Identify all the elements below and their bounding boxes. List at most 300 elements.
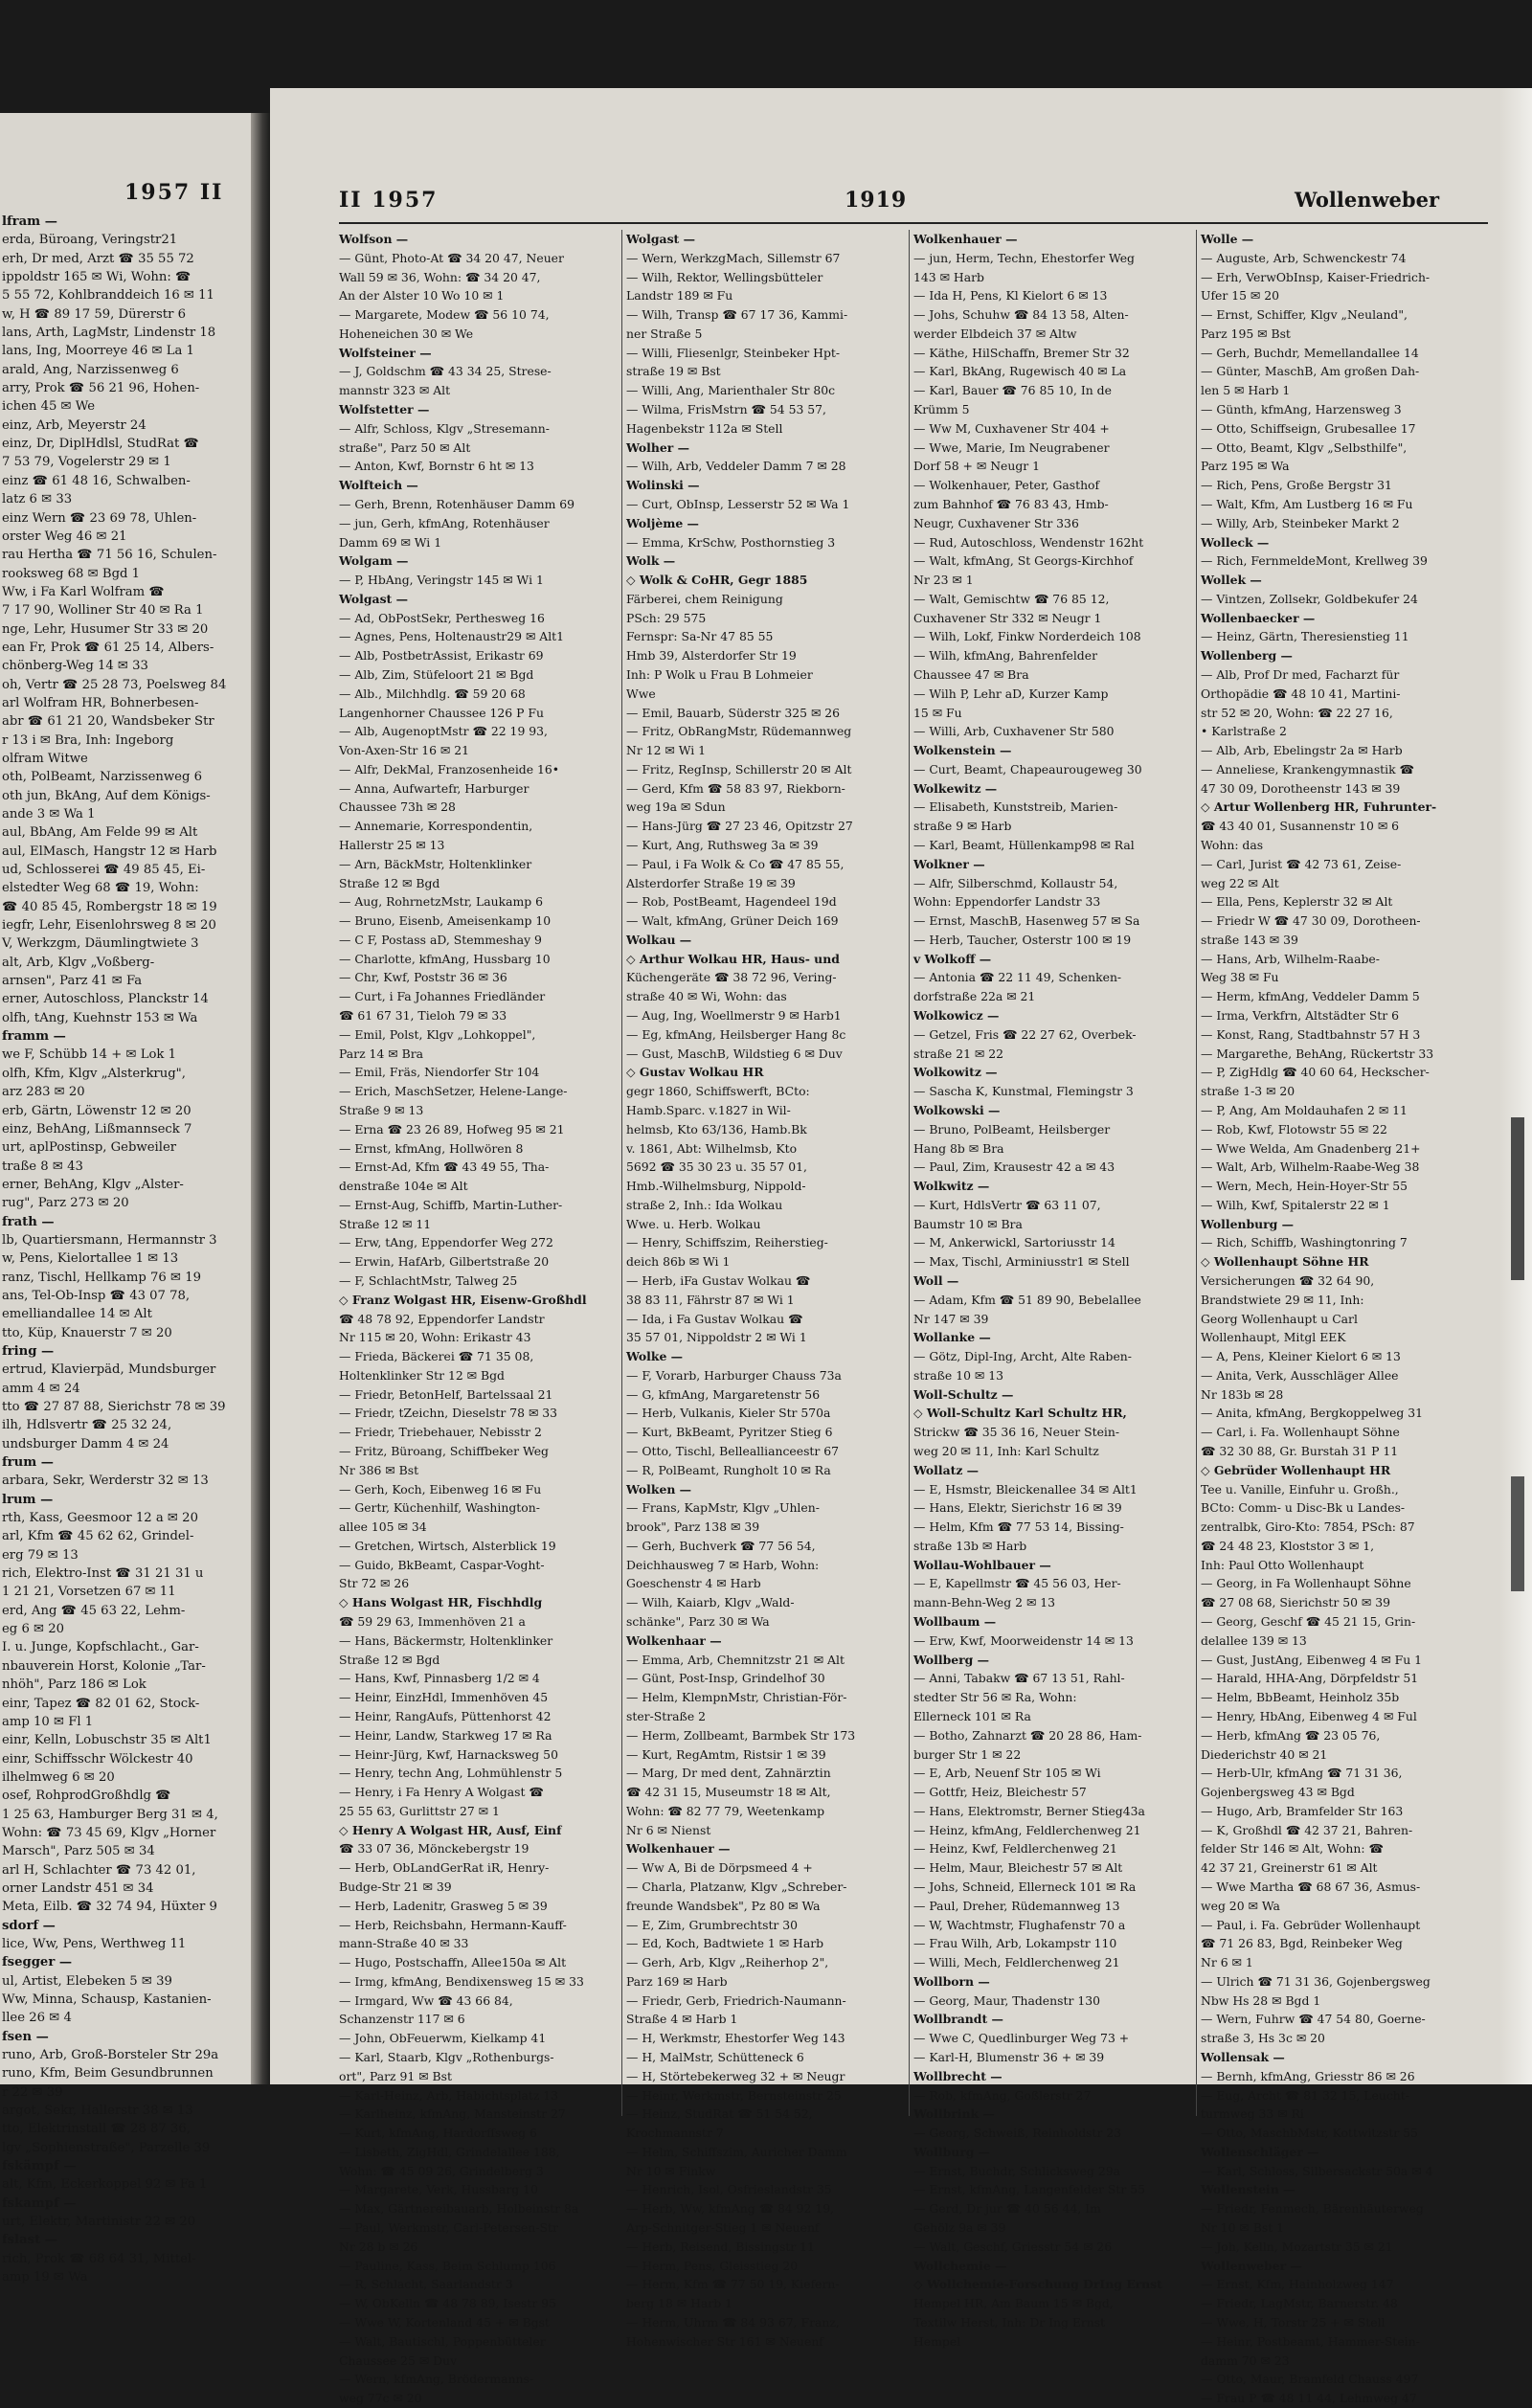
- directory-entry-line: ande 3 ✉ Wa 1: [2, 807, 96, 821]
- directory-entry-line: freunde Wandsbek", Pz 80 ✉ Wa: [626, 1898, 821, 1913]
- directory-entry-line: erner, BehAng, Klgv „Alster-: [2, 1177, 184, 1192]
- directory-entry-line: — Erh, VerwObInsp, Kaiser-Friedrich-: [1201, 269, 1431, 284]
- directory-entry-line: — Helm, Maur, Bleichestr 57 ✉ Alt: [913, 1860, 1123, 1876]
- directory-entry-line: mannstr 323 ✉ Alt: [339, 383, 451, 398]
- directory-entry-line: Wollborn —: [913, 1973, 990, 1989]
- directory-entry-line: — Frau Wilh, Arb, Lokampstr 110: [913, 1936, 1117, 1951]
- directory-entry-line: llee 26 ✉ 4: [2, 2011, 72, 2026]
- directory-entry-line: — Carl, i. Fa. Wollenhaupt Söhne: [1201, 1425, 1400, 1440]
- running-header-catchword: Wollenweber: [1295, 188, 1440, 212]
- directory-entry-line: — Erich, MaschSetzer, Helene-Lange-: [339, 1084, 568, 1099]
- directory-entry-line: — Wwe, H, Torstr 25 + ✉ Stell: [1201, 2314, 1386, 2329]
- directory-entry-line: — Erw, Kwf, Moorweidenstr 14 ✉ 13: [913, 1632, 1134, 1648]
- directory-entry-line: Wollbrandt —: [913, 2012, 1003, 2027]
- directory-entry-line: straße 3, Hs 3c ✉ 20: [1201, 2031, 1325, 2046]
- directory-entry-line: Nr 28 b ✉ 26: [339, 2239, 418, 2254]
- directory-entry-line: len 5 ✉ Harb 1: [1201, 383, 1291, 398]
- directory-entry-line: Fernspr: Sa-Nr 47 85 55: [626, 629, 774, 644]
- directory-entry-line: — Margarete, Modew ☎ 56 10 74,: [339, 307, 550, 323]
- directory-entry-line: Hempel: [913, 2333, 961, 2349]
- directory-entry-line: w, Pens, Kielortallee 1 ✉ 13: [2, 1251, 179, 1267]
- directory-entry-line: — Rich, Schiffb, Washingtonring 7: [1201, 1235, 1408, 1250]
- directory-entry-line: — Erna ☎ 23 26 89, Hofweg 95 ✉ 21: [339, 1121, 565, 1136]
- directory-entry-line: Meta, Eilb. ☎ 32 74 94, Hüxter 9: [2, 1900, 217, 1915]
- directory-entry-line: ort", Parz 91 ✉ Bst: [339, 2068, 452, 2083]
- directory-entry-line: — Fritz, RegInsp, Schillerstr 20 ✉ Alt: [626, 761, 852, 776]
- directory-entry-line: — Emil, Bauarb, Süderstr 325 ✉ 26: [626, 705, 841, 720]
- directory-entry-line: werder Elbdeich 37 ✉ Altw: [913, 326, 1077, 341]
- directory-entry-line: — Ernst, Schiffer, Klgv „Neuland",: [1201, 307, 1408, 323]
- book-gutter: [251, 113, 272, 2084]
- directory-entry-line: Wohn: ☎ 82 77 79, Weetenkamp: [626, 1803, 825, 1818]
- directory-entry-line: — Günt, Photo-At ☎ 34 20 47, Neuer: [339, 250, 564, 265]
- directory-entry-line: Parz 14 ✉ Bra: [339, 1046, 423, 1061]
- directory-entry-line: ◇ Arthur Wolkau HR, Haus- und: [626, 951, 840, 966]
- directory-entry-line: 47 30 09, Dorotheenstr 143 ✉ 39: [1201, 780, 1401, 796]
- directory-entry-line: ◇ Henry A Wolgast HR, Ausf, Einf: [339, 1822, 562, 1837]
- directory-entry-line: fsen —: [2, 2029, 49, 2044]
- directory-entry-line: — Gerd, Kfm ☎ 58 83 97, Riekborn-: [626, 780, 845, 796]
- directory-entry-line: erner, Autoschloss, Planckstr 14: [2, 992, 209, 1007]
- directory-entry-line: Baumstr 10 ✉ Bra: [913, 1216, 1023, 1231]
- directory-entry-line: Strickw ☎ 35 36 16, Neuer Stein-: [913, 1425, 1120, 1440]
- directory-entry-line: tto, Elektrinstall ☎ 28 87 36,: [2, 2122, 191, 2137]
- directory-entry-line: abr ☎ 61 21 20, Wandsbeker Str: [2, 714, 214, 730]
- directory-entry-line: ilhelmweg 6 ✉ 20: [2, 1769, 115, 1785]
- directory-entry-line: Wolkau —: [626, 932, 692, 947]
- directory-entry-line: 7 17 90, Wolliner Str 40 ✉ Ra 1: [2, 603, 204, 619]
- directory-entry-line: — Heinz, kfmAng, Feldlerchenweg 21: [913, 1822, 1141, 1837]
- directory-entry-line: — Alfr, Schloss, Klgv „Stresemann-: [339, 420, 550, 436]
- directory-entry-line: aul, ElMasch, Hangstr 12 ✉ Harb: [2, 844, 217, 859]
- directory-entry-line: rug", Parz 273 ✉ 20: [2, 1196, 129, 1211]
- directory-entry-line: Straße 9 ✉ 13: [339, 1102, 424, 1117]
- directory-entry-line: ans, Tel-Ob-Insp ☎ 43 07 78,: [2, 1288, 191, 1303]
- directory-entry-line: Chaussee 73h ✉ 28: [339, 799, 456, 815]
- directory-entry-line: Wollenburg —: [1201, 1216, 1295, 1231]
- directory-entry-line: Parz 169 ✉ Harb: [626, 1973, 728, 1989]
- directory-entry-line: alt, Kfm, Eckerkoppel 92 ✉ Fa 1: [2, 2177, 208, 2193]
- directory-entry-line: — Willi, Mech, Feldlerchenweg 21: [913, 1955, 1120, 1970]
- directory-entry-line: Wollenberg —: [1201, 648, 1293, 664]
- directory-entry-line: Wollenweber —: [1201, 2258, 1302, 2273]
- directory-entry-line: — Karl, Beamt, Hüllenkamp98 ✉ Ral: [913, 838, 1135, 852]
- directory-entry-line: — Rich, Pens, Große Bergstr 31: [1201, 478, 1392, 493]
- directory-entry-line: — Friedr, Fenmech, Bärenhäuterweg: [1201, 2201, 1424, 2217]
- directory-entry-line: rth, Kass, Geesmoor 12 a ✉ 20: [2, 1511, 198, 1526]
- directory-entry-line: Wolkner —: [913, 856, 985, 871]
- directory-entry-line: fskampf —: [2, 2195, 77, 2211]
- directory-entry-line: ean Fr, Prok ☎ 61 25 14, Albers-: [2, 640, 214, 655]
- directory-entry-line: — Hans-Jürg ☎ 27 23 46, Opitzstr 27: [626, 819, 853, 834]
- directory-entry-line: — Elisabeth, Kunststreib, Marien-: [913, 799, 1118, 815]
- directory-entry-line: — Friedr, tZeichn, Dieselstr 78 ✉ 33: [339, 1406, 558, 1421]
- directory-entry-line: — Gerh, Koch, Eibenweg 16 ✉ Fu: [339, 1481, 542, 1497]
- directory-entry-line: — Frau P ☎ 48 11 44, Lehmweg 47: [1201, 2391, 1417, 2406]
- directory-entry-line: tto, Küp, Knauerstr 7 ✉ 20: [2, 1325, 172, 1340]
- directory-entry-line: Wwe. u. Herb. Wolkau: [626, 1216, 761, 1231]
- directory-entry-line: Ufer 15 ✉ 20: [1201, 288, 1280, 304]
- directory-entry-line: burger Str 1 ✉ 22: [913, 1746, 1022, 1762]
- directory-entry-line: einr, Kelln, Lobuschstr 35 ✉ Alt1: [2, 1733, 212, 1748]
- directory-entry-line: lfram —: [2, 214, 57, 229]
- directory-entry-line: — Wwe Welda, Am Gnadenberg 21+: [1201, 1140, 1421, 1156]
- directory-entry-line: — Aug, Ing, Woellmerstr 9 ✉ Harb1: [626, 1008, 842, 1024]
- directory-entry-line: Goeschenstr 4 ✉ Harb: [626, 1576, 761, 1591]
- directory-entry-line: ranz, Tischl, Hellkamp 76 ✉ 19: [2, 1270, 201, 1285]
- directory-column-4: [1201, 230, 1480, 2408]
- directory-entry-line: Krochmannstr 7: [626, 2126, 724, 2141]
- directory-entry-line: — Herb, ObLandGerRat iR, Henry-: [339, 1860, 550, 1876]
- directory-entry-line: Hang 8b ✉ Bra: [913, 1140, 1004, 1156]
- page-edge: [1499, 88, 1532, 2084]
- directory-entry-line: — Herb, Reisend, Bissingstr 11: [626, 2239, 815, 2254]
- directory-entry-line: — Wwe C, Quedlinburger Weg 73 +: [913, 2031, 1130, 2046]
- directory-entry-line: str 52 ✉ 20, Wohn: ☎ 22 27 16,: [1201, 705, 1393, 720]
- directory-entry-line: — Lisbeth, ZigHdl, Grindelallee 188,: [339, 2144, 560, 2159]
- directory-entry-line: brook", Parz 138 ✉ 39: [626, 1519, 760, 1535]
- directory-entry-line: Hoheneichen 30 ✉ We: [339, 326, 474, 341]
- directory-entry-line: — Wilh, Rektor, Wellingsbütteler: [626, 269, 823, 284]
- directory-entry-line: Wollbrecht —: [913, 2068, 1003, 2083]
- directory-entry-line: Woll —: [913, 1272, 959, 1288]
- directory-entry-line: — Bruno, Eisenb, Ameisenkamp 10: [339, 913, 552, 929]
- directory-entry-line: — Arn, BäckMstr, Holtenklinker: [339, 856, 532, 871]
- directory-entry-line: — Herb, Ladenitr, Grasweg 5 ✉ 39: [339, 1898, 548, 1913]
- directory-entry-line: straße 1-3 ✉ 20: [1201, 1084, 1295, 1099]
- directory-entry-line: — Hans, Kwf, Pinnasberg 1/2 ✉ 4: [339, 1671, 540, 1686]
- directory-entry-line: delallee 139 ✉ 13: [1201, 1632, 1307, 1648]
- directory-entry-line: ichen 45 ✉ We: [2, 399, 96, 415]
- directory-entry-line: Orthopädie ☎ 48 10 41, Martini-: [1201, 686, 1401, 701]
- directory-entry-line: orner Landstr 451 ✉ 34: [2, 1880, 154, 1896]
- directory-entry-line: — Kurt, BkBeamt, Pyritzer Stieg 6: [626, 1425, 833, 1440]
- directory-entry-line: frath —: [2, 1214, 55, 1229]
- directory-entry-line: — Alb, Prof Dr med, Facharzt für: [1201, 666, 1400, 682]
- directory-entry-line: Wollbrink —: [913, 2106, 995, 2122]
- directory-entry-line: Von-Axen-Str 16 ✉ 21: [339, 743, 469, 758]
- directory-entry-line: straße 2, Inh.: Ida Wolkau: [626, 1197, 783, 1212]
- directory-entry-line: Straße 12 ✉ Bgd: [339, 875, 440, 890]
- directory-entry-line: Hamb.Sparc. v.1827 in Wil-: [626, 1102, 791, 1117]
- directory-entry-line: — Günth, kfmAng, Harzensweg 3: [1201, 402, 1402, 417]
- directory-entry-line: — Paul, i Fa Wolk & Co ☎ 47 85 55,: [626, 856, 845, 871]
- directory-entry-line: — J, Goldschm ☎ 43 34 25, Strese-: [339, 364, 552, 379]
- directory-entry-line: urt, aplPostinsp, Gebweiler: [2, 1140, 177, 1156]
- directory-entry-line: — Karlheinz, kfmAng, Mansteinstr 27: [339, 2106, 566, 2122]
- directory-entry-line: — Wwe, Marie, Im Neugrabener: [913, 439, 1110, 455]
- directory-entry-line: — G, kfmAng, Margaretenstr 56: [626, 1386, 821, 1402]
- directory-entry-line: berg 18 ✉ Harb 1: [626, 2296, 732, 2311]
- directory-entry-line: Marsch", Parz 505 ✉ 34: [2, 1844, 155, 1859]
- directory-entry-line: — Ernst, kfmAng, Langenfelder Str 55: [913, 2182, 1146, 2197]
- directory-entry-line: — Alfr, Silberschmd, Kollaustr 54,: [913, 875, 1118, 890]
- directory-entry-line: Nr 12 ✉ Wi 1: [626, 743, 707, 758]
- directory-entry-line: — Karl-Heinz, Arb, Habichtsplatz 13: [339, 2087, 559, 2103]
- directory-entry-line: Nbw Hs 28 ✉ Bgd 1: [1201, 1992, 1321, 2008]
- directory-entry-line: amp 19 ✉ Wa: [2, 2270, 88, 2285]
- directory-entry-line: arl H, Schlachter ☎ 73 42 01,: [2, 1862, 196, 1878]
- directory-entry-line: ◇ Wollchemie-Forschung DrIng Ernst: [913, 2277, 1162, 2292]
- directory-entry-line: Wolle —: [1201, 232, 1254, 246]
- directory-entry-line: — Heinr, RangAufs, Püttenhorst 42: [339, 1708, 552, 1723]
- directory-entry-line: felder Str 146 ✉ Alt, Wohn: ☎: [1201, 1841, 1384, 1857]
- directory-entry-line: ☎ 59 29 63, Immenhöven 21 a: [339, 1614, 526, 1630]
- directory-entry-line: Brandstwiete 29 ✉ 11, Inh:: [1201, 1292, 1364, 1307]
- directory-entry-line: Nr 183b ✉ 28: [1201, 1386, 1284, 1402]
- directory-entry-line: — Ernst-Ad, Kfm ☎ 43 49 55, Tha-: [339, 1159, 550, 1175]
- directory-entry-line: • Karlstraße 2: [1201, 724, 1287, 739]
- directory-entry-line: rau Hertha ☎ 71 56 16, Schulen-: [2, 548, 217, 563]
- directory-entry-line: straße", Parz 50 ✉ Alt: [339, 439, 471, 455]
- directory-entry-line: Weg 38 ✉ Fu: [1201, 970, 1279, 985]
- directory-entry-line: Arp-Schnitger-Stieg 1 ✉ Neuenf: [626, 2220, 820, 2236]
- directory-entry-line: — Hans, Bäckermstr, Holtenklinker: [339, 1632, 553, 1648]
- directory-entry-line: — M, Ankerwickl, Sartoriusstr 14: [913, 1235, 1115, 1250]
- directory-entry-line: — Gust, JustAng, Eibenweg 4 ✉ Fu 1: [1201, 1652, 1423, 1667]
- directory-entry-line: — Margarete, Verk, Hussbarg 10: [339, 2182, 538, 2197]
- column-divider: [621, 230, 622, 2116]
- directory-entry-line: — H, Werkmstr, Ehestorfer Weg 143: [626, 2031, 845, 2046]
- directory-entry-line: — Willi, Fliesenlgr, Steinbeker Hpt-: [626, 345, 841, 360]
- directory-entry-line: alt, Arb, Klgv „Voßberg-: [2, 955, 155, 970]
- directory-entry-line: rich, Elektro-Inst ☎ 31 21 31 u: [2, 1566, 204, 1582]
- directory-entry-line: — Henry, HbAng, Eibenweg 4 ✉ Ful: [1201, 1708, 1417, 1723]
- directory-entry-line: Cuxhavener Str 332 ✉ Neugr 1: [913, 610, 1102, 625]
- directory-entry-line: — Konst, Rang, Stadtbahnstr 57 H 3: [1201, 1026, 1421, 1042]
- directory-entry-line: ☎ 24 48 23, Kloststor 3 ✉ 1,: [1201, 1538, 1375, 1553]
- directory-entry-line: — Ad, ObPostSekr, Perthesweg 16: [339, 610, 545, 625]
- directory-entry-line: fslast —: [2, 2233, 57, 2248]
- directory-entry-line: Wolfteich —: [339, 478, 418, 493]
- directory-entry-line: weg 20 ✉ Wa: [1201, 1898, 1280, 1913]
- directory-entry-line: undsburger Damm 4 ✉ 24: [2, 1436, 169, 1452]
- directory-entry-line: — Rob, PostBeamt, Hagendeel 19d: [626, 894, 837, 910]
- directory-entry-line: 35 57 01, Nippoldstr 2 ✉ Wi 1: [626, 1330, 807, 1345]
- directory-entry-line: ster-Straße 2: [626, 1708, 706, 1723]
- directory-entry-line: ☎ 32 30 88, Gr. Burstah 31 P 11: [1201, 1444, 1399, 1458]
- directory-entry-line: — Karl, Schloss, Silbersackstr 50a ✉ 4: [1201, 2163, 1433, 2178]
- directory-entry-line: — Curt, ObInsp, Lesserstr 52 ✉ Wa 1: [626, 496, 850, 511]
- directory-entry-line: — E, Zim, Grumbrechtstr 30: [626, 1917, 799, 1932]
- directory-entry-line: — Aug, RohrnetzMstr, Laukamp 6: [339, 894, 544, 910]
- directory-entry-line: Georg Wollenhaupt u Carl: [1201, 1311, 1358, 1326]
- directory-entry-line: olfh, Kfm, Klgv „Alsterkrug",: [2, 1066, 186, 1081]
- directory-entry-line: — Kurt, kfmAng, Hardorffsweg 6: [339, 2126, 537, 2141]
- directory-entry-line: mann-Straße 40 ✉ 33: [339, 1936, 469, 1951]
- running-header-year: II 1957: [339, 188, 439, 213]
- directory-entry-line: Woljème —: [626, 515, 699, 530]
- directory-entry-line: ◇ Wolk & CoHR, Gegr 1885: [626, 573, 808, 588]
- directory-entry-line: Wollau-Wohlbauer —: [913, 1557, 1051, 1572]
- directory-entry-line: — Heinz, Gärtn, Theresienstieg 11: [1201, 629, 1409, 644]
- directory-entry-line: — Herb, iFa Gustav Wolkau ☎: [626, 1272, 811, 1288]
- directory-entry-line: stedter Str 56 ✉ Ra, Wohn:: [913, 1690, 1077, 1705]
- directory-entry-line: — Wwe W, Kortenland 45 + ✉ Bgst: [339, 2314, 550, 2329]
- directory-entry-line: — Anneliese, Krankengymnastik ☎: [1201, 761, 1414, 776]
- directory-entry-line: — Fritz, Büroang, Schiffbeker Weg: [339, 1444, 549, 1458]
- directory-entry-line: Wolinski —: [626, 478, 700, 493]
- left-page-header: 1957 II: [124, 180, 224, 205]
- directory-entry-line: — Anna, Aufwartefr, Harburger: [339, 780, 529, 796]
- directory-entry-line: olfh, tAng, Kuehnstr 153 ✉ Wa: [2, 1010, 198, 1025]
- directory-entry-line: — Charlotte, kfmAng, Hussbarg 10: [339, 951, 551, 966]
- directory-entry-line: — Heinz, Kwf, Feldlerchenweg 21: [913, 1841, 1117, 1857]
- directory-entry-line: einr, Tapez ☎ 82 01 62, Stock-: [2, 1696, 200, 1711]
- directory-entry-line: urt, Elektr, Martinistr 22 ✉ 20: [2, 2215, 196, 2230]
- directory-entry-line: Wolfstetter —: [339, 402, 430, 417]
- directory-entry-line: — Margarethe, BehAng, Rückertstr 33: [1201, 1046, 1434, 1061]
- directory-entry-line: — Ed, Koch, Badtwiete 1 ✉ Harb: [626, 1936, 824, 1951]
- left-page-listing: [2, 213, 249, 2287]
- directory-entry-line: w, H ☎ 89 17 59, Dürerstr 6: [2, 306, 186, 322]
- directory-entry-line: Woll-Schultz —: [913, 1386, 1014, 1402]
- directory-entry-line: — Georg, in Fa Wollenhaupt Söhne: [1201, 1576, 1411, 1591]
- directory-entry-line: — Getzel, Fris ☎ 22 27 62, Overbek-: [913, 1026, 1137, 1042]
- directory-entry-line: — Heinr, EinzHdl, Immenhöven 45: [339, 1690, 549, 1705]
- directory-entry-line: ◇ Gebrüder Wollenhaupt HR: [1201, 1462, 1391, 1477]
- directory-entry-line: schänke", Parz 30 ✉ Wa: [626, 1614, 770, 1630]
- directory-entry-line: rich, Prok ☎ 68 64 31, Mittel-: [2, 2251, 196, 2266]
- directory-entry-line: rooksweg 68 ✉ Bgd 1: [2, 566, 141, 581]
- directory-entry-line: — Ella, Pens, Keplerstr 32 ✉ Alt: [1201, 894, 1393, 910]
- directory-entry-line: weg 20 ✉ 11, Inh: Karl Schultz: [913, 1444, 1099, 1458]
- directory-entry-line: — Käthe, HilSchaffn, Bremer Str 32: [913, 345, 1130, 360]
- directory-entry-line: Nr 386 ✉ Bst: [339, 1462, 419, 1477]
- directory-entry-line: allee 105 ✉ 34: [339, 1519, 427, 1535]
- directory-entry-line: straße 13b ✉ Harb: [913, 1538, 1027, 1553]
- directory-entry-line: — Willy, Arb, Steinbeker Markt 2: [1201, 515, 1400, 530]
- directory-entry-line: denstraße 104e ✉ Alt: [339, 1179, 468, 1194]
- directory-entry-line: — Willi, Ang, Marienthaler Str 80c: [626, 383, 836, 398]
- directory-entry-line: mann-Behn-Weg 2 ✉ 13: [913, 1595, 1056, 1610]
- thumb-index-mark: [1511, 1476, 1524, 1591]
- directory-entry-line: Wwe: [626, 686, 656, 701]
- directory-entry-line: — A, Pens, Kleiner Kielort 6 ✉ 13: [1201, 1349, 1401, 1364]
- directory-entry-line: — Alb., Milchhdlg. ☎ 59 20 68: [339, 686, 526, 701]
- directory-entry-line: — Johs, Schuhw ☎ 84 13 58, Alten-: [913, 307, 1129, 323]
- directory-entry-line: Wollenhaupt, Mitgl EEK: [1201, 1330, 1346, 1345]
- directory-entry-line: arl, Kfm ☎ 45 62 62, Grindel-: [2, 1529, 194, 1544]
- directory-entry-line: — Wilh, Lokf, Finkw Norderdeich 108: [913, 629, 1141, 644]
- directory-entry-line: — Paul, i. Fa. Gebrüder Wollenhaupt: [1201, 1917, 1421, 1932]
- directory-entry-line: — Günt, Post-Insp, Grindelhof 30: [626, 1671, 825, 1686]
- directory-entry-line: Wolkwitz —: [913, 1179, 990, 1194]
- directory-entry-line: v Wolkoff —: [913, 951, 992, 966]
- directory-entry-line: Hmb 39, Alsterdorfer Str 19: [626, 648, 797, 664]
- directory-entry-line: Wollenstein —: [1201, 2182, 1295, 2197]
- directory-entry-line: — F, SchlachtMstr, Talweg 25: [339, 1272, 518, 1288]
- directory-entry-line: — Gertr, Küchenhilf, Washington-: [339, 1500, 540, 1516]
- directory-entry-line: ☎ 27 08 68, Sierichstr 50 ✉ 39: [1201, 1595, 1391, 1610]
- directory-entry-line: — Frieda, Bäckerei ☎ 71 35 08,: [339, 1349, 534, 1364]
- directory-entry-line: weg 77c ✉ 20: [339, 2391, 422, 2406]
- directory-entry-line: ☎ 61 67 31, Tieloh 79 ✉ 33: [339, 1008, 507, 1024]
- directory-entry-line: dorfstraße 22a ✉ 21: [913, 989, 1036, 1004]
- directory-entry-line: — Herm, Kfm ☎ 77 50 19, Kiefern-: [626, 2277, 840, 2292]
- directory-entry-line: einz ☎ 61 48 16, Schwalben-: [2, 473, 191, 488]
- directory-entry-line: straße 19 ✉ Bst: [626, 364, 721, 379]
- directory-entry-line: — Wilh, Arb, Veddeler Damm 7 ✉ 28: [626, 459, 846, 474]
- directory-entry-line: olfram Witwe: [2, 751, 88, 766]
- directory-entry-line: Textilw Herst, Inh: Dr Ing Ernst: [913, 2314, 1106, 2329]
- directory-entry-line: Wollbaum —: [913, 1614, 997, 1630]
- directory-entry-line: — Frans, KapMstr, Klgv „Uhlen-: [626, 1500, 820, 1516]
- directory-entry-line: Wollburg —: [913, 2144, 991, 2159]
- directory-entry-line: — Alb, Arb, Ebelingstr 2a ✉ Harb: [1201, 743, 1403, 758]
- directory-entry-line: fsegger —: [2, 1955, 73, 1970]
- directory-entry-line: Gehölz 9a ✉ 39: [913, 2220, 1006, 2236]
- directory-entry-line: — W, Wachtmstr, Flughafenstr 70 a: [913, 1917, 1126, 1932]
- directory-entry-line: — Ww M, Cuxhavener Str 404 +: [913, 420, 1110, 436]
- directory-entry-line: — Gerh, Buchdr, Memellandallee 14: [1201, 345, 1419, 360]
- directory-entry-line: — Friedr, Gerb, Friedrich-Naumann-: [626, 1992, 846, 2008]
- directory-entry-line: — Gottfr, Heiz, Bleichestr 57: [913, 1785, 1087, 1800]
- directory-entry-line: fring —: [2, 1343, 55, 1359]
- directory-entry-line: orster Weg 46 ✉ 21: [2, 529, 127, 544]
- directory-entry-line: — Hans, Elektromstr, Berner Stieg43a: [913, 1803, 1145, 1818]
- directory-entry-line: Damm 69 ✉ Wi 1: [339, 534, 442, 550]
- directory-entry-line: — Herm, Pens, Gleisstieg 20: [626, 2258, 799, 2273]
- directory-entry-line: Wolkenstein —: [913, 743, 1012, 758]
- directory-entry-line: ippoldstr 165 ✉ Wi, Wohn: ☎: [2, 270, 192, 285]
- directory-entry-line: — Wilh, Transp ☎ 67 17 36, Kammi-: [626, 307, 848, 323]
- directory-entry-line: — Karl-H, Blumenstr 36 + ✉ 39: [913, 2050, 1105, 2064]
- directory-entry-line: — Kurt, Ang, Ruthsweg 3a ✉ 39: [626, 838, 819, 852]
- directory-entry-line: Tee u. Vanille, Einfuhr u. Großh.,: [1201, 1481, 1399, 1497]
- directory-entry-line: Wolkowitz —: [913, 1065, 998, 1080]
- page-number: 1919: [845, 188, 908, 213]
- directory-entry-line: — Bernh, kfmAng, Griesstr 86 ✉ 26: [1201, 2068, 1415, 2083]
- directory-entry-line: runo, Kfm, Beim Gesundbrunnen: [2, 2066, 214, 2082]
- directory-entry-line: — Rob, kfmAng, Goßlerstr 27: [913, 2087, 1092, 2103]
- directory-entry-line: — Helm, KlempnMstr, Christian-För-: [626, 1690, 847, 1705]
- directory-entry-line: — Rud, Autoschloss, Wendenstr 162ht: [913, 534, 1144, 550]
- directory-entry-line: ud, Schlosserei ☎ 49 85 45, Ei-: [2, 863, 206, 878]
- directory-entry-line: — Götz, Dipl-Ing, Archt, Alte Raben-: [913, 1349, 1132, 1364]
- directory-entry-line: Neugr, Cuxhavener Str 336: [913, 515, 1079, 530]
- directory-entry-line: — R, PolBeamt, Rungholt 10 ✉ Ra: [626, 1462, 831, 1477]
- directory-entry-line: traße 8 ✉ 43: [2, 1159, 83, 1174]
- directory-entry-line: — P, ZigHdlg ☎ 40 60 64, Heckscher-: [1201, 1065, 1430, 1080]
- directory-entry-line: — Alb, AugenoptMstr ☎ 22 19 93,: [339, 724, 548, 739]
- directory-entry-line: V, Werkzgm, Däumlingtwiete 3: [2, 936, 199, 952]
- directory-entry-line: 38 83 11, Fährstr 87 ✉ Wi 1: [626, 1292, 795, 1307]
- directory-entry-line: 5 55 72, Kohlbranddeich 16 ✉ 11: [2, 288, 214, 304]
- directory-entry-line: Wolkenhauer —: [626, 1841, 731, 1857]
- directory-entry-line: — Annemarie, Korrespondentin,: [339, 819, 533, 834]
- directory-entry-line: — Emma, Arb, Chemnitzstr 21 ✉ Alt: [626, 1652, 845, 1667]
- directory-entry-line: straße 40 ✉ Wi, Wohn: das: [626, 989, 787, 1004]
- directory-entry-line: v. 1861, Abt: Wilhelmsb, Kto: [626, 1140, 798, 1156]
- directory-entry-line: — Joh, Kelln, Mozartstr 35 ✉ 21: [1201, 2239, 1393, 2254]
- directory-entry-line: — Ernst-Aug, Schiffb, Martin-Luther-: [339, 1197, 563, 1212]
- directory-entry-line: Wohn: ☎ 45 09 26, Grindelberg 3: [339, 2163, 544, 2178]
- directory-entry-line: — Anni, Tabakw ☎ 67 13 51, Rahl-: [913, 1671, 1125, 1686]
- directory-entry-line: nhöh", Parz 186 ✉ Lok: [2, 1677, 146, 1693]
- header-rule: [339, 222, 1488, 224]
- directory-entry-line: — Hugo, Arb, Bramfelder Str 163: [1201, 1803, 1404, 1818]
- directory-entry-line: Dorf 58 + ✉ Neugr 1: [913, 459, 1041, 474]
- directory-entry-line: Budge-Str 21 ✉ 39: [339, 1879, 452, 1894]
- directory-entry-line: arl Wolfram HR, Bohnerbesen-: [2, 695, 199, 710]
- directory-entry-line: Wohn: ☎ 73 45 69, Klgv „Horner: [2, 1825, 216, 1840]
- directory-entry-line: Wolgast —: [339, 591, 408, 606]
- directory-entry-line: Ellerneck 101 ✉ Ra: [913, 1708, 1031, 1723]
- directory-entry-line: — Ida, i Fa Gustav Wolkau ☎: [626, 1311, 803, 1326]
- directory-column-2: [626, 230, 906, 2352]
- directory-entry-line: — Curt, Beamt, Chapeaurougeweg 30: [913, 761, 1142, 776]
